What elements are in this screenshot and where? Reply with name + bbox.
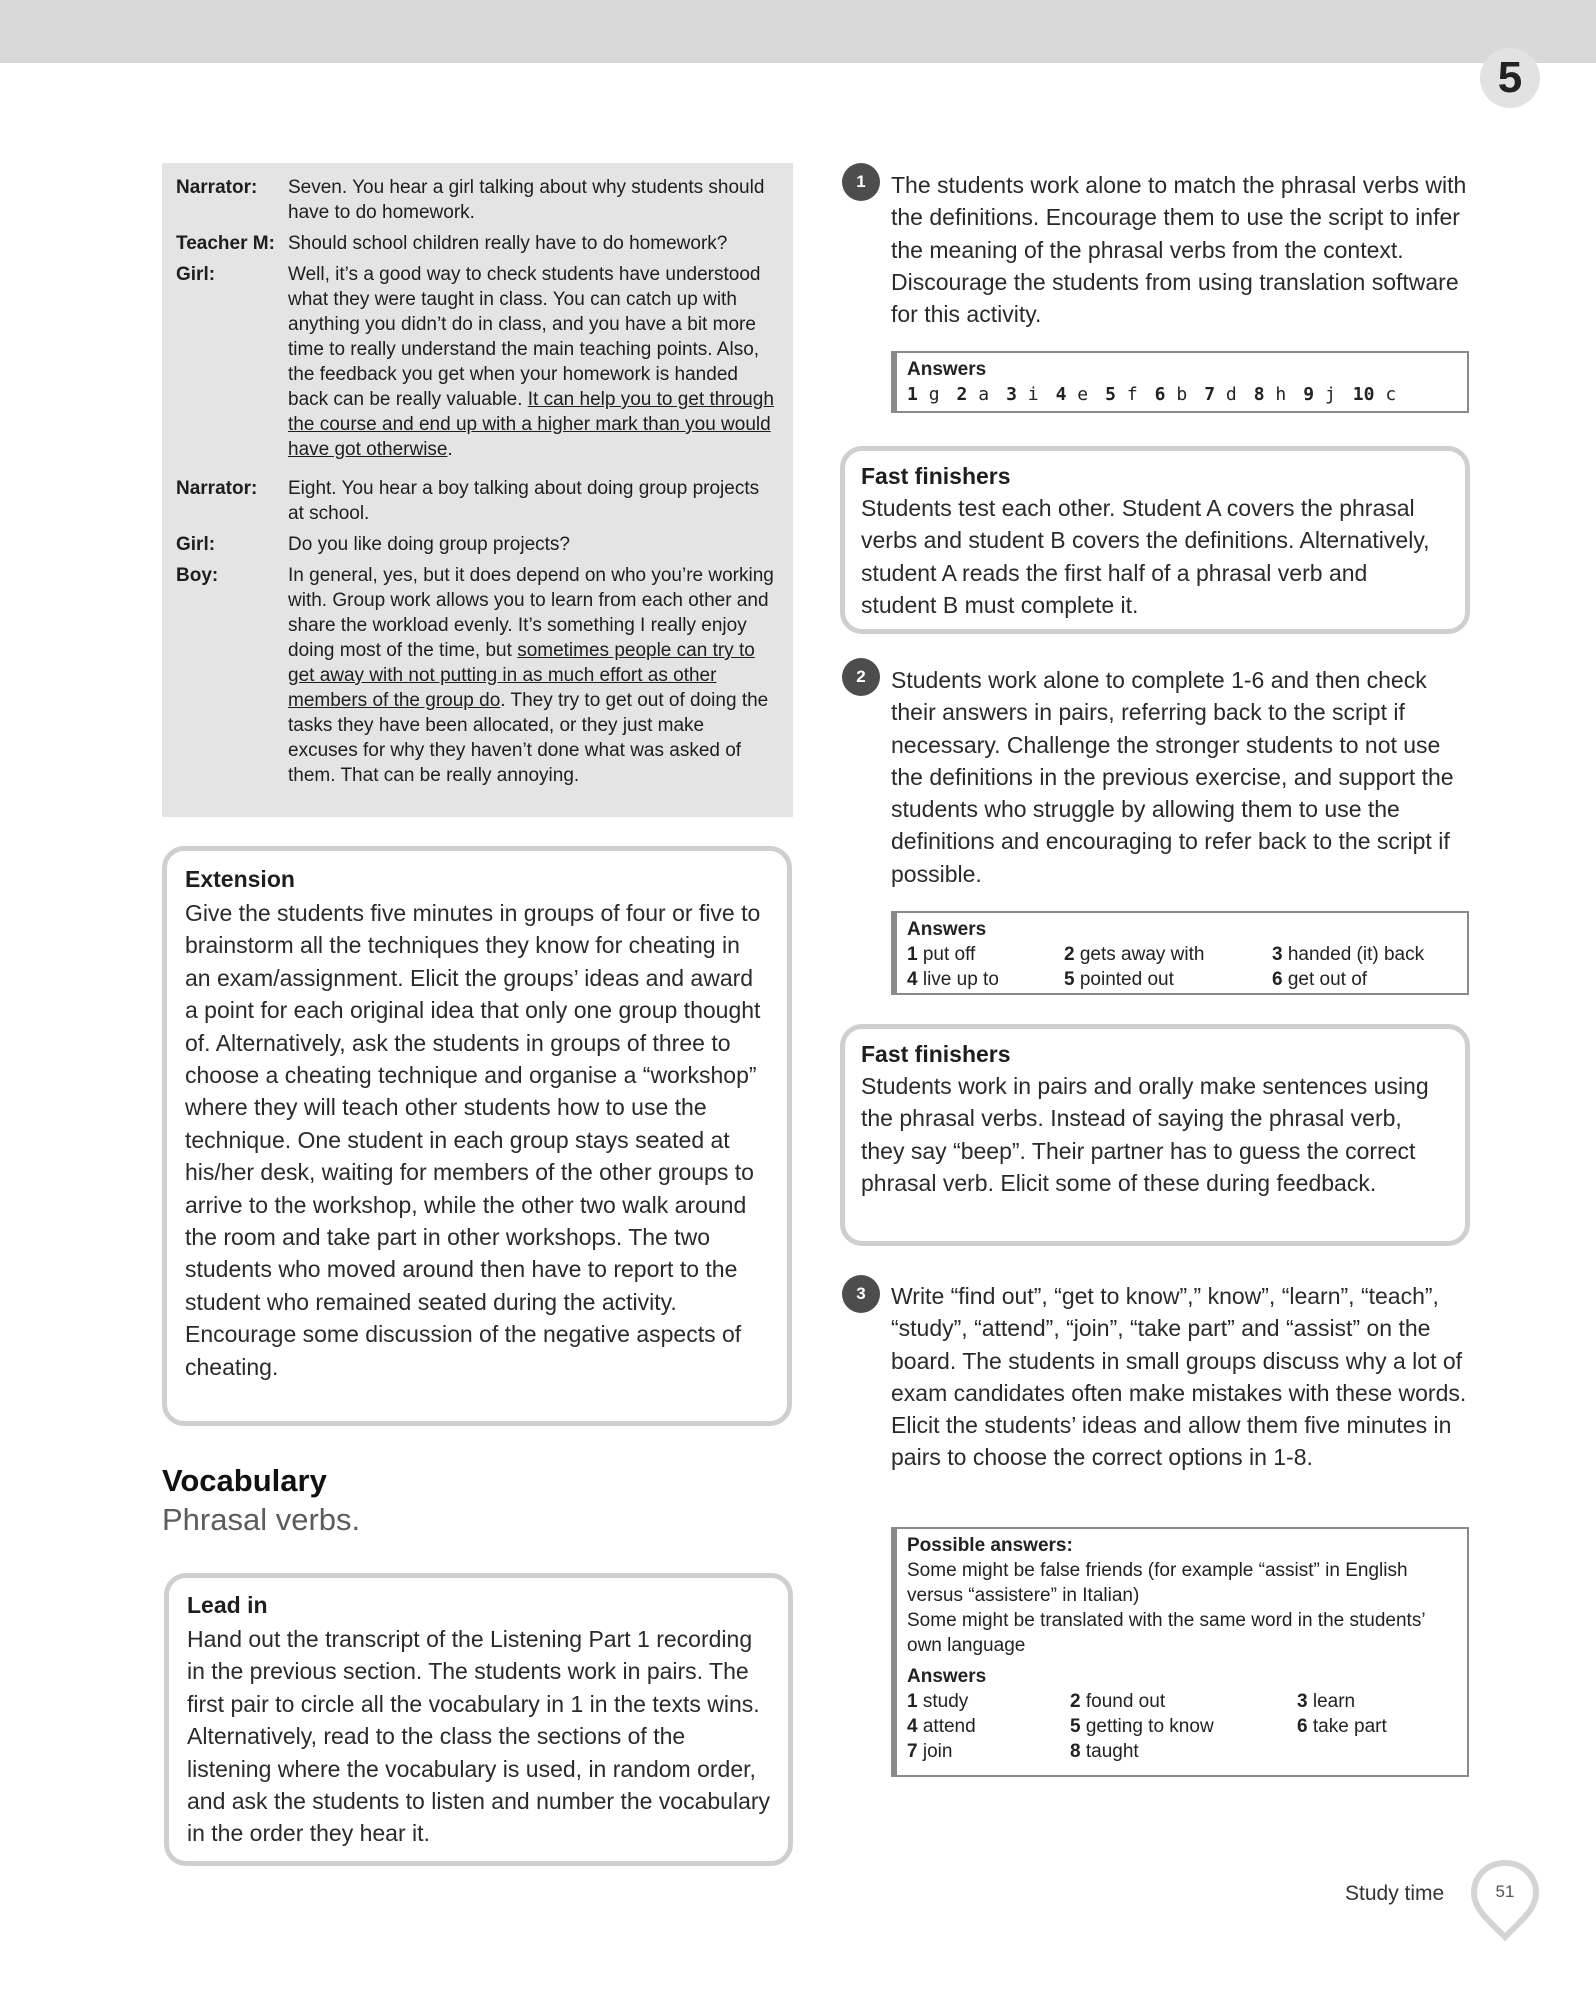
script-text xyxy=(288,262,779,462)
script-speaker: Narrator: xyxy=(176,478,258,499)
step-2-answers xyxy=(891,911,1469,995)
answers-grid xyxy=(907,942,1457,992)
script-text xyxy=(288,563,779,788)
lead-in-box xyxy=(164,1573,793,1866)
fast-finishers-body: Students test each other. Student A covers the phrasal verbs and student B covers the definitions. Alternatively, student A reads the first half of a phrasal verb and student B must complete it. xyxy=(861,495,1430,619)
possible-answer-line: Some might be translated with the same word in the students’ own language xyxy=(907,1610,1425,1656)
script-text-part: In general, yes, but it does depend on who you’re working with. Group work allows you to learn from each other and share the workload evenly. It’s something I really enjoy doing most of the time, but xyxy=(288,565,774,661)
step-number: 1 xyxy=(842,163,880,201)
extension-body: Give the students five minutes in groups of four or five to brainstorm all the techniques they know for cheating in an exam/assignment. Elicit the groups’ ideas and award a point for each original idea that only one group thought of. Alternatively, ask the students in groups of three to choose a cheating technique and organise a “workshop” where they will teach other students how to use the technique. One student in each group stays seated at his/her desk, waiting for members of the other groups to arrive to the workshop, while the other two walk around the room and take part in other workshops. The two students who moved around then have to report to the student who remained seated during the activity. Encourage some discussion of the negative aspects of cheating. xyxy=(185,900,761,1380)
answer-item: 7 join xyxy=(907,1741,953,1762)
step-3-answers xyxy=(891,1527,1469,1777)
possible-answer-line: Some might be false friends (for example “assist” in English versus “assistere” in Italian) xyxy=(907,1560,1408,1606)
script-underlined-phrase: sometimes people can try to get away with not putting in as much effort as other members of the group do xyxy=(288,640,755,711)
script-text: Should school children really have to do homework? xyxy=(288,233,728,254)
step-1-text: The students work alone to match the phrasal verbs with the definitions. Encourage them to use the script to infer the meaning of the phrasal verbs from the context. Discourage the students from using translation software for this activity. xyxy=(891,172,1467,328)
script-text-part: . They try to get out of doing the tasks they have been allocated, or they just make excuses for why they haven’t done what was asked of them. That can be really annoying. xyxy=(288,690,769,786)
script-speaker: Teacher M: xyxy=(176,233,275,254)
script-underlined-phrase: It can help you to get through the course and end up with a higher mark than you would have got otherwise xyxy=(288,389,774,460)
lead-in-title: Lead in xyxy=(187,1592,268,1618)
step-2-text: Students work alone to complete 1-6 and then check their answers in pairs, referring back to the script if necessary. Challenge the stronger students to not use the definitions in the previous exercise, and support the students who struggle by allowing them to use the definitions and encouraging to refer back to the script if possible. xyxy=(891,667,1454,887)
answers-title: Answers xyxy=(907,1666,987,1687)
answer-item: 1 study xyxy=(907,1691,969,1712)
answer-item: 8 taught xyxy=(1070,1741,1139,1762)
script-text-part: . xyxy=(447,439,453,460)
answer-item: 2 found out xyxy=(1070,1691,1166,1712)
script-line xyxy=(176,231,779,256)
answer-item: 4 live up to xyxy=(907,969,999,990)
answer-item: 3 handed (it) back xyxy=(1272,944,1425,965)
script-speaker: Girl: xyxy=(176,264,216,285)
footer-section-title: Study time xyxy=(1345,1882,1445,1905)
answer-item: 5 pointed out xyxy=(1064,969,1174,990)
vocabulary-subheading: Phrasal verbs. xyxy=(162,1502,361,1537)
script-text-part: Well, it’s a good way to check students have understood what they were taught in class. You can catch up with anything you didn’t do in class, and you have a bit more time to really understand the main teaching points. Also, the feedback you get when your homework is handed back can be really valuable. xyxy=(288,264,761,410)
script-line xyxy=(176,476,779,526)
listening-script xyxy=(162,163,793,817)
fast-finishers-title: Fast finishers xyxy=(861,1041,1011,1067)
script-text: Do you like doing group projects? xyxy=(288,534,571,555)
answer-item: 6 b xyxy=(1154,384,1188,405)
answer-item: 10 c xyxy=(1352,384,1397,405)
step-3-text: Write “find out”, “get to know”,” know”, “learn”, “teach”, “study”, “attend”, “join”, “take part” and “assist” on the board. The students in small groups discuss why a lot of exam candidates often make mistakes with these words. Elicit the students’ ideas and allow them five minutes in pairs to choose the correct options in 1-8. xyxy=(891,1283,1467,1471)
lead-in-body: Hand out the transcript of the Listening Part 1 recording in the previous section. The students work in pairs. The first pair to circle all the vocabulary in 1 in the texts wins. Alternatively, read to the class the sections of the listening where the vocabulary is used, in random order, and ask the students to listen and number the vocabulary in the order they hear it. xyxy=(187,1626,771,1847)
extension-box xyxy=(162,846,792,1426)
script-speaker: Boy: xyxy=(176,565,219,586)
fast-finishers-body: Students work in pairs and orally make sentences using the phrasal verbs. Instead of saying the phrasal verb, they say “beep”. Their partner has to guess the correct phrasal verb. Elicit some of these during feedback. xyxy=(861,1073,1429,1197)
unit-number-badge: 5 xyxy=(1480,48,1540,108)
script-speaker: Girl: xyxy=(176,534,216,555)
fast-finishers-title: Fast finishers xyxy=(861,463,1011,489)
vocabulary-heading: Vocabulary xyxy=(162,1463,327,1498)
script-text: Eight. You hear a boy talking about doing group projects at school. xyxy=(288,478,760,524)
extension-title: Extension xyxy=(185,866,295,892)
answers-title: Answers xyxy=(907,359,987,380)
answer-item: 7 d xyxy=(1204,384,1237,405)
answer-item: 1 put off xyxy=(907,944,976,965)
answer-item: 5 getting to know xyxy=(1070,1716,1214,1737)
answer-item: 3 learn xyxy=(1297,1691,1356,1712)
top-band xyxy=(0,0,1596,63)
script-line xyxy=(176,563,779,788)
answer-item: 8 h xyxy=(1253,384,1287,405)
script-line xyxy=(176,175,779,225)
answers-title: Answers xyxy=(907,919,987,940)
step-1-answers xyxy=(891,351,1469,413)
answer-item: 5 f xyxy=(1105,384,1138,405)
answer-item: 1 g xyxy=(907,384,940,405)
script-line xyxy=(176,262,779,462)
answer-item: 2 a xyxy=(956,384,990,405)
script-text: Seven. You hear a girl talking about why students should have to do homework. xyxy=(288,177,765,223)
answer-item: 9 j xyxy=(1303,384,1336,405)
possible-answers-title: Possible answers: xyxy=(907,1535,1073,1556)
answer-item: 3 i xyxy=(1006,384,1039,405)
answers-grid xyxy=(907,1689,1457,1764)
answer-item: 2 gets away with xyxy=(1064,944,1205,965)
step-number: 3 xyxy=(842,1275,880,1313)
script-line xyxy=(176,532,779,557)
step-number: 2 xyxy=(842,658,880,696)
answer-item: 4 attend xyxy=(907,1716,976,1737)
answer-item: 4 e xyxy=(1055,384,1089,405)
fast-finishers-box-1 xyxy=(840,446,1470,634)
fast-finishers-box-2 xyxy=(840,1024,1470,1246)
answer-item: 6 take part xyxy=(1297,1716,1387,1737)
answer-item: 6 get out of xyxy=(1272,969,1368,990)
page-number: 51 xyxy=(1495,1882,1515,1901)
script-speaker: Narrator: xyxy=(176,177,258,198)
answers-row xyxy=(907,382,1457,407)
